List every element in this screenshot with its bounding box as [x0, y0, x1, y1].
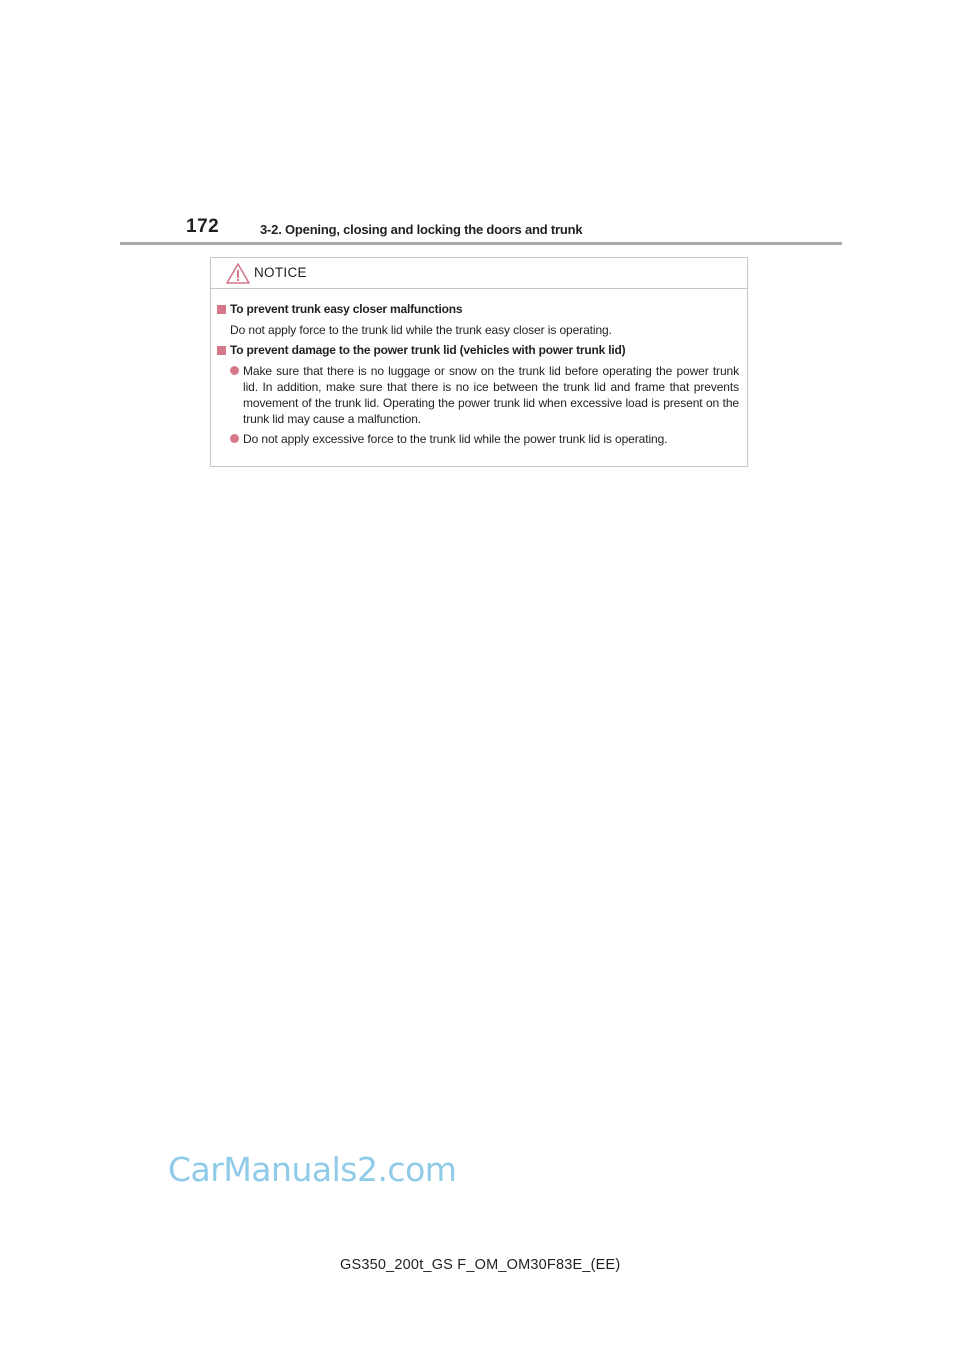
watermark-link[interactable]: CarManuals2.com — [168, 1150, 457, 1189]
topic-heading — [217, 301, 739, 318]
footer-document-code: GS350_200t_GS F_OM_OM30F83E_(EE) — [340, 1257, 621, 1273]
topic-paragraph: Do not apply force to the trunk lid while the trunk easy closer is operating. — [230, 323, 612, 337]
warning-triangle-icon — [226, 263, 250, 284]
topic-heading-text: To prevent trunk easy closer malfunctions — [230, 302, 463, 316]
section-title: 3-2. Opening, closing and locking the doors and trunk — [260, 222, 583, 237]
list-item — [217, 431, 739, 447]
square-bullet-icon — [217, 346, 226, 355]
round-bullet-icon — [230, 434, 239, 443]
topic-heading-text: To prevent damage to the power trunk lid (vehicles with power trunk lid) — [230, 343, 626, 357]
list-item-text: Make sure that there is no luggage or snow on the trunk lid before operating the power trunk lid. In addition, make sure that there is no ice between the trunk lid and frame that prevents movement of the trunk lid. Operating the power trunk lid when excessive load is present on the trunk lid may cause a malfunction. — [243, 364, 739, 426]
round-bullet-icon — [230, 366, 239, 375]
list-item — [217, 363, 739, 427]
header-divider — [120, 242, 842, 245]
topic-heading — [217, 342, 739, 359]
notice-header — [211, 258, 747, 289]
notice-box — [210, 257, 748, 467]
list-item-text: Do not apply excessive force to the trunk lid while the power trunk lid is operating. — [243, 432, 668, 446]
page-number: 172 — [186, 216, 220, 237]
notice-label: NOTICE — [254, 265, 307, 280]
square-bullet-icon — [217, 305, 226, 314]
notice-body — [211, 289, 747, 447]
page-header — [120, 214, 842, 244]
